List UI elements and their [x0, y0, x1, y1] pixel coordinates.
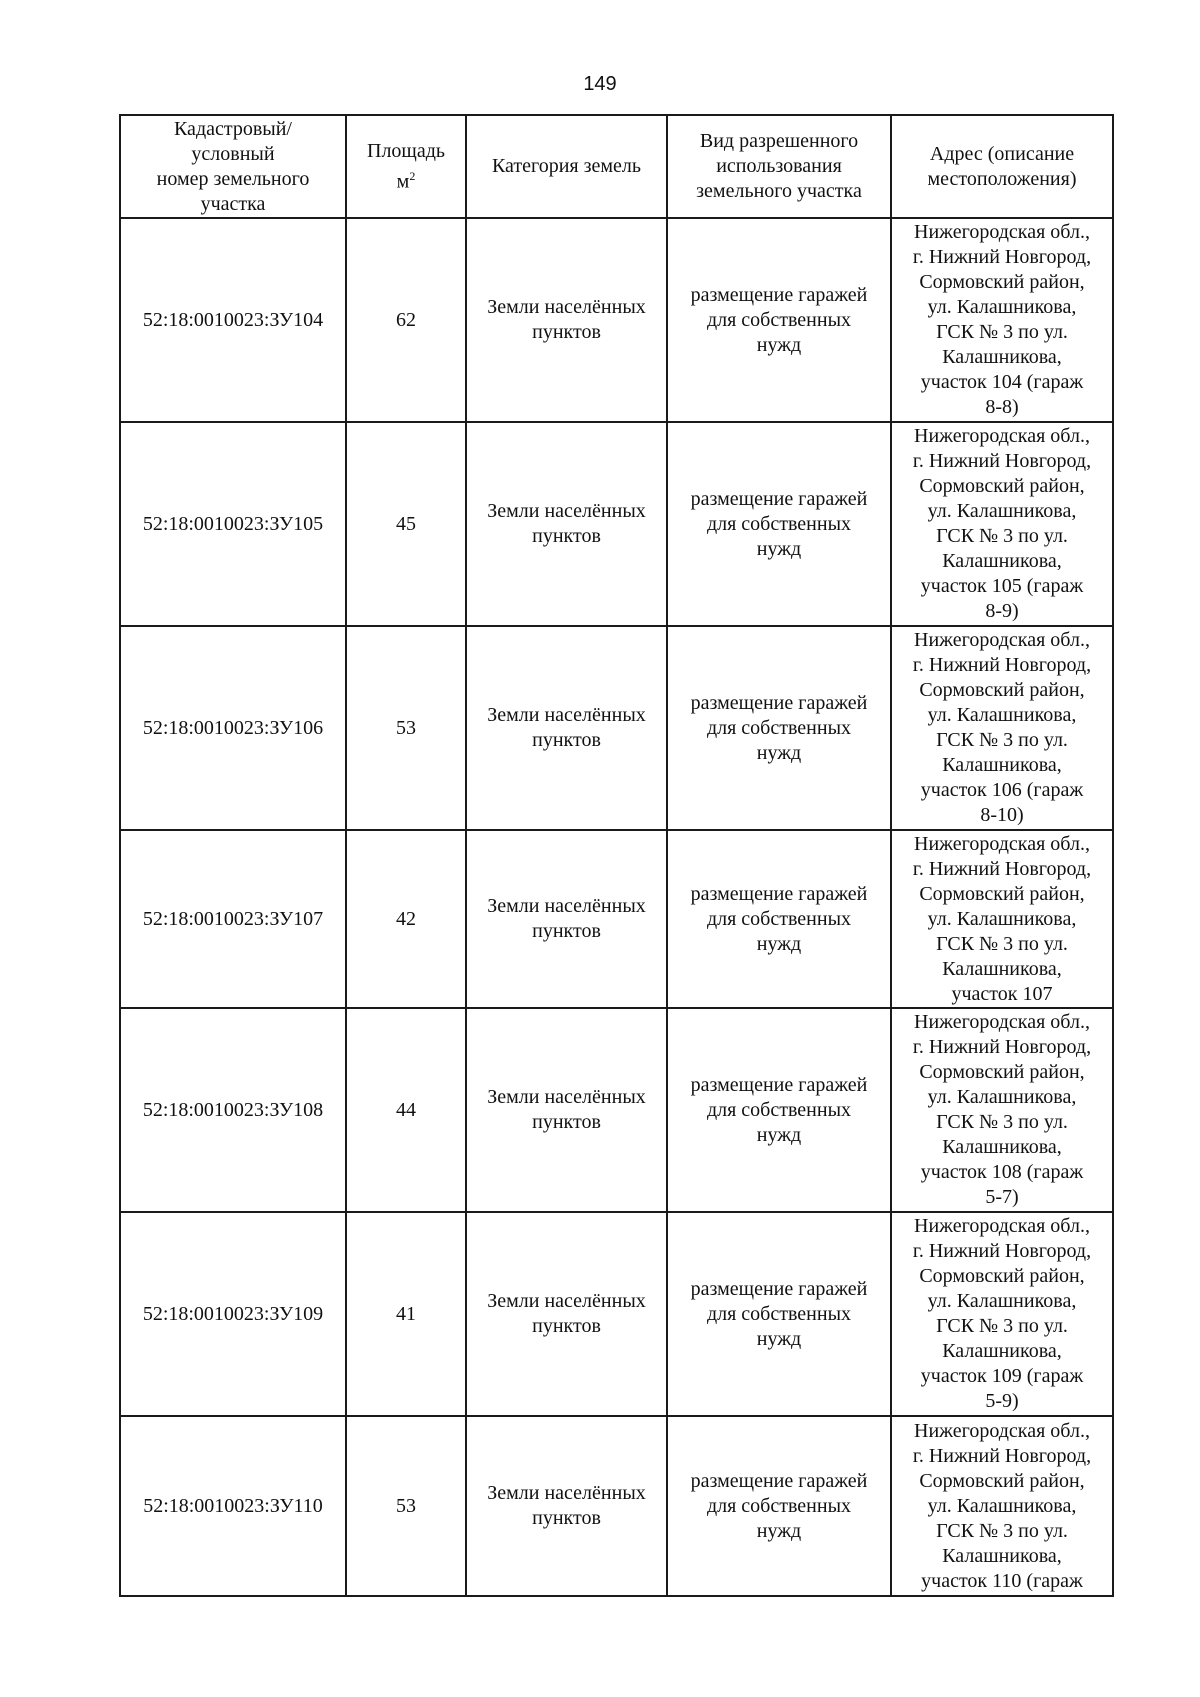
cell-land-category: Земли населённых пунктов: [466, 422, 667, 626]
header-permitted-use: Вид разрешенного использования земельного участка: [667, 115, 891, 218]
header-address: Адрес (описание местоположения): [891, 115, 1113, 218]
cell-area: 42: [346, 830, 466, 1008]
cell-area: 41: [346, 1212, 466, 1416]
cell-permitted-use: размещение гаражей для собственных нужд: [667, 218, 891, 422]
cell-land-category: Земли населённых пунктов: [466, 626, 667, 830]
cell-address: Нижегородская обл., г. Нижний Новгород, Сормовский район, ул. Калашникова, ГСК № 3 по ул. Калашникова, участок 107: [891, 830, 1113, 1008]
header-cadastral-number: Кадастровый/ условный номер земельного участка: [120, 115, 346, 218]
cell-address: Нижегородская обл., г. Нижний Новгород, Сормовский район, ул. Калашникова, ГСК № 3 по ул. Калашникова, участок 106 (гараж 8-10): [891, 626, 1113, 830]
cell-permitted-use: размещение гаражей для собственных нужд: [667, 422, 891, 626]
cell-land-category: Земли населённых пунктов: [466, 1212, 667, 1416]
cell-area: 53: [346, 1416, 466, 1596]
table-row: [120, 1416, 1113, 1596]
cell-permitted-use: размещение гаражей для собственных нужд: [667, 1212, 891, 1416]
cell-land-category: Земли населённых пунктов: [466, 218, 667, 422]
cell-area: 44: [346, 1008, 466, 1212]
cell-land-category: Земли населённых пунктов: [466, 830, 667, 1008]
header-land-category: Категория земель: [466, 115, 667, 218]
cell-address: Нижегородская обл., г. Нижний Новгород, Сормовский район, ул. Калашникова, ГСК № 3 по ул. Калашникова, участок 104 (гараж 8-8): [891, 218, 1113, 422]
table-row: [120, 830, 1113, 1008]
header-area: Площадь $м^2$: [346, 115, 466, 218]
table-row: [120, 626, 1113, 830]
cell-permitted-use: размещение гаражей для собственных нужд: [667, 626, 891, 830]
land-plots-table: [119, 114, 1114, 1597]
table-row: [120, 218, 1113, 422]
cell-area: 62: [346, 218, 466, 422]
table-row: [120, 1008, 1113, 1212]
cell-address: Нижегородская обл., г. Нижний Новгород, Сормовский район, ул. Калашникова, ГСК № 3 по ул. Калашникова, участок 108 (гараж 5-7): [891, 1008, 1113, 1212]
cell-cadastral-number: 52:18:0010023:ЗУ107: [120, 830, 346, 1008]
table-header-row: [120, 115, 1113, 218]
cell-cadastral-number: 52:18:0010023:ЗУ105: [120, 422, 346, 626]
cell-permitted-use: размещение гаражей для собственных нужд: [667, 830, 891, 1008]
cell-cadastral-number: 52:18:0010023:ЗУ109: [120, 1212, 346, 1416]
cell-address: Нижегородская обл., г. Нижний Новгород, Сормовский район, ул. Калашникова, ГСК № 3 по ул. Калашникова, участок 105 (гараж 8-9): [891, 422, 1113, 626]
page-number: 149: [583, 73, 617, 95]
cell-land-category: Земли населённых пунктов: [466, 1416, 667, 1596]
cell-cadastral-number: 52:18:0010023:ЗУ110: [120, 1416, 346, 1596]
cell-permitted-use: размещение гаражей для собственных нужд: [667, 1416, 891, 1596]
cell-area: 45: [346, 422, 466, 626]
cell-address: Нижегородская обл., г. Нижний Новгород, Сормовский район, ул. Калашникова, ГСК № 3 по ул. Калашникова, участок 109 (гараж 5-9): [891, 1212, 1113, 1416]
cell-cadastral-number: 52:18:0010023:ЗУ108: [120, 1008, 346, 1212]
cell-address: Нижегородская обл., г. Нижний Новгород, Сормовский район, ул. Калашникова, ГСК № 3 по ул. Калашникова, участок 110 (гараж: [891, 1416, 1113, 1596]
table-row: [120, 422, 1113, 626]
table-row: [120, 1212, 1113, 1416]
cell-cadastral-number: 52:18:0010023:ЗУ104: [120, 218, 346, 422]
cell-cadastral-number: 52:18:0010023:ЗУ106: [120, 626, 346, 830]
cell-land-category: Земли населённых пунктов: [466, 1008, 667, 1212]
cell-permitted-use: размещение гаражей для собственных нужд: [667, 1008, 891, 1212]
cell-area: 53: [346, 626, 466, 830]
